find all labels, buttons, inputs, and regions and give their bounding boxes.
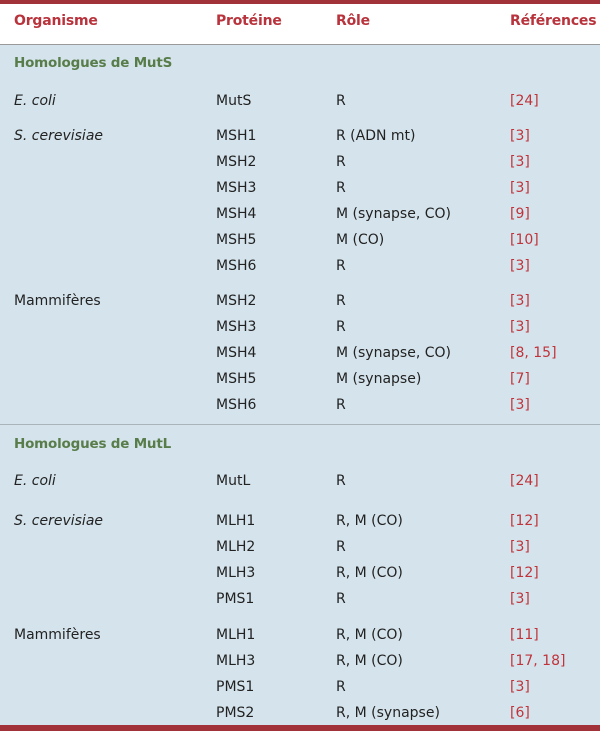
table-row bbox=[0, 128, 600, 150]
reference-link[interactable]: [3] bbox=[510, 319, 530, 335]
cell-protein: MSH3 bbox=[216, 319, 257, 335]
table-row bbox=[0, 154, 600, 176]
header-role: Rôle bbox=[336, 13, 370, 29]
cell-protein: MSH5 bbox=[216, 371, 257, 387]
reference-link[interactable]: [11] bbox=[510, 627, 539, 643]
table-row bbox=[0, 591, 600, 613]
table-row bbox=[0, 371, 600, 393]
table-row bbox=[0, 258, 600, 280]
table-row bbox=[0, 180, 600, 202]
table-row bbox=[0, 627, 600, 649]
cell-protein: MLH1 bbox=[216, 513, 256, 529]
reference-link[interactable]: [12] bbox=[510, 565, 539, 581]
reference-link[interactable]: [7] bbox=[510, 371, 530, 387]
cell-protein: PMS1 bbox=[216, 679, 255, 695]
section-title: Homologues de MutS bbox=[14, 55, 173, 71]
cell-protein: MSH6 bbox=[216, 397, 257, 413]
cell-organism: S. cerevisiae bbox=[14, 128, 104, 144]
table-header bbox=[0, 4, 600, 44]
cell-role: R, M (CO) bbox=[336, 565, 403, 581]
cell-protein: MSH1 bbox=[216, 128, 257, 144]
reference-link[interactable]: [3] bbox=[510, 128, 530, 144]
table-row bbox=[0, 93, 600, 115]
cell-role: R bbox=[336, 258, 346, 274]
cell-role: R bbox=[336, 180, 346, 196]
cell-protein: MSH6 bbox=[216, 258, 257, 274]
header-divider bbox=[0, 44, 600, 45]
cell-organism: Mammifères bbox=[14, 293, 101, 309]
cell-organism: E. coli bbox=[14, 93, 56, 109]
cell-protein: MSH3 bbox=[216, 180, 257, 196]
cell-protein: MutL bbox=[216, 473, 251, 489]
cell-protein: MSH4 bbox=[216, 206, 257, 222]
reference-link[interactable]: [24] bbox=[510, 473, 539, 489]
table-row bbox=[0, 705, 600, 727]
cell-organism: S. cerevisiae bbox=[14, 513, 104, 529]
header-organism: Organisme bbox=[14, 13, 98, 29]
cell-protein: MLH2 bbox=[216, 539, 256, 555]
table-row bbox=[0, 206, 600, 228]
reference-link[interactable]: [8, 15] bbox=[510, 345, 557, 361]
cell-role: M (synapse, CO) bbox=[336, 345, 451, 361]
cell-role: R bbox=[336, 539, 346, 555]
header-references: Références bbox=[510, 13, 597, 29]
reference-link[interactable]: [3] bbox=[510, 293, 530, 309]
cell-organism: E. coli bbox=[14, 473, 56, 489]
cell-role: R, M (synapse) bbox=[336, 705, 440, 721]
cell-organism: Mammifères bbox=[14, 627, 101, 643]
cell-role: M (CO) bbox=[336, 232, 385, 248]
cell-protein: MSH5 bbox=[216, 232, 257, 248]
table-row bbox=[0, 565, 600, 587]
reference-link[interactable]: [6] bbox=[510, 705, 530, 721]
cell-protein: MSH2 bbox=[216, 293, 257, 309]
reference-link[interactable]: [12] bbox=[510, 513, 539, 529]
table-row bbox=[0, 513, 600, 535]
cell-role: R bbox=[336, 319, 346, 335]
cell-protein: MSH4 bbox=[216, 345, 257, 361]
header-protein: Protéine bbox=[216, 13, 282, 29]
reference-link[interactable]: [24] bbox=[510, 93, 539, 109]
reference-link[interactable]: [3] bbox=[510, 397, 530, 413]
table-row bbox=[0, 539, 600, 561]
reference-link[interactable]: [3] bbox=[510, 258, 530, 274]
cell-role: R bbox=[336, 293, 346, 309]
table-row bbox=[0, 653, 600, 675]
cell-role: R bbox=[336, 679, 346, 695]
reference-link[interactable]: [17, 18] bbox=[510, 653, 566, 669]
cell-role: R bbox=[336, 93, 346, 109]
cell-role: R, M (CO) bbox=[336, 513, 403, 529]
table-row bbox=[0, 232, 600, 254]
cell-protein: PMS2 bbox=[216, 705, 255, 721]
table-row bbox=[0, 679, 600, 701]
cell-role: R bbox=[336, 154, 346, 170]
cell-role: R bbox=[336, 473, 346, 489]
table-row bbox=[0, 319, 600, 341]
cell-protein: MSH2 bbox=[216, 154, 257, 170]
cell-protein: MLH3 bbox=[216, 653, 256, 669]
cell-protein: PMS1 bbox=[216, 591, 255, 607]
section-title: Homologues de MutL bbox=[14, 436, 172, 452]
cell-role: R bbox=[336, 397, 346, 413]
cell-role: M (synapse, CO) bbox=[336, 206, 451, 222]
table-row bbox=[0, 397, 600, 419]
table-row bbox=[0, 293, 600, 315]
table-row bbox=[0, 473, 600, 495]
section-divider bbox=[0, 424, 600, 425]
reference-link[interactable]: [3] bbox=[510, 539, 530, 555]
cell-role: R bbox=[336, 591, 346, 607]
reference-link[interactable]: [3] bbox=[510, 180, 530, 196]
cell-protein: MLH1 bbox=[216, 627, 256, 643]
cell-role: R, M (CO) bbox=[336, 627, 403, 643]
cell-protein: MLH3 bbox=[216, 565, 256, 581]
cell-role: R (ADN mt) bbox=[336, 128, 416, 144]
reference-link[interactable]: [9] bbox=[510, 206, 530, 222]
reference-link[interactable]: [3] bbox=[510, 154, 530, 170]
table-row bbox=[0, 345, 600, 367]
reference-link[interactable]: [3] bbox=[510, 591, 530, 607]
cell-role: R, M (CO) bbox=[336, 653, 403, 669]
reference-link[interactable]: [3] bbox=[510, 679, 530, 695]
reference-link[interactable]: [10] bbox=[510, 232, 539, 248]
cell-role: M (synapse) bbox=[336, 371, 422, 387]
cell-protein: MutS bbox=[216, 93, 252, 109]
